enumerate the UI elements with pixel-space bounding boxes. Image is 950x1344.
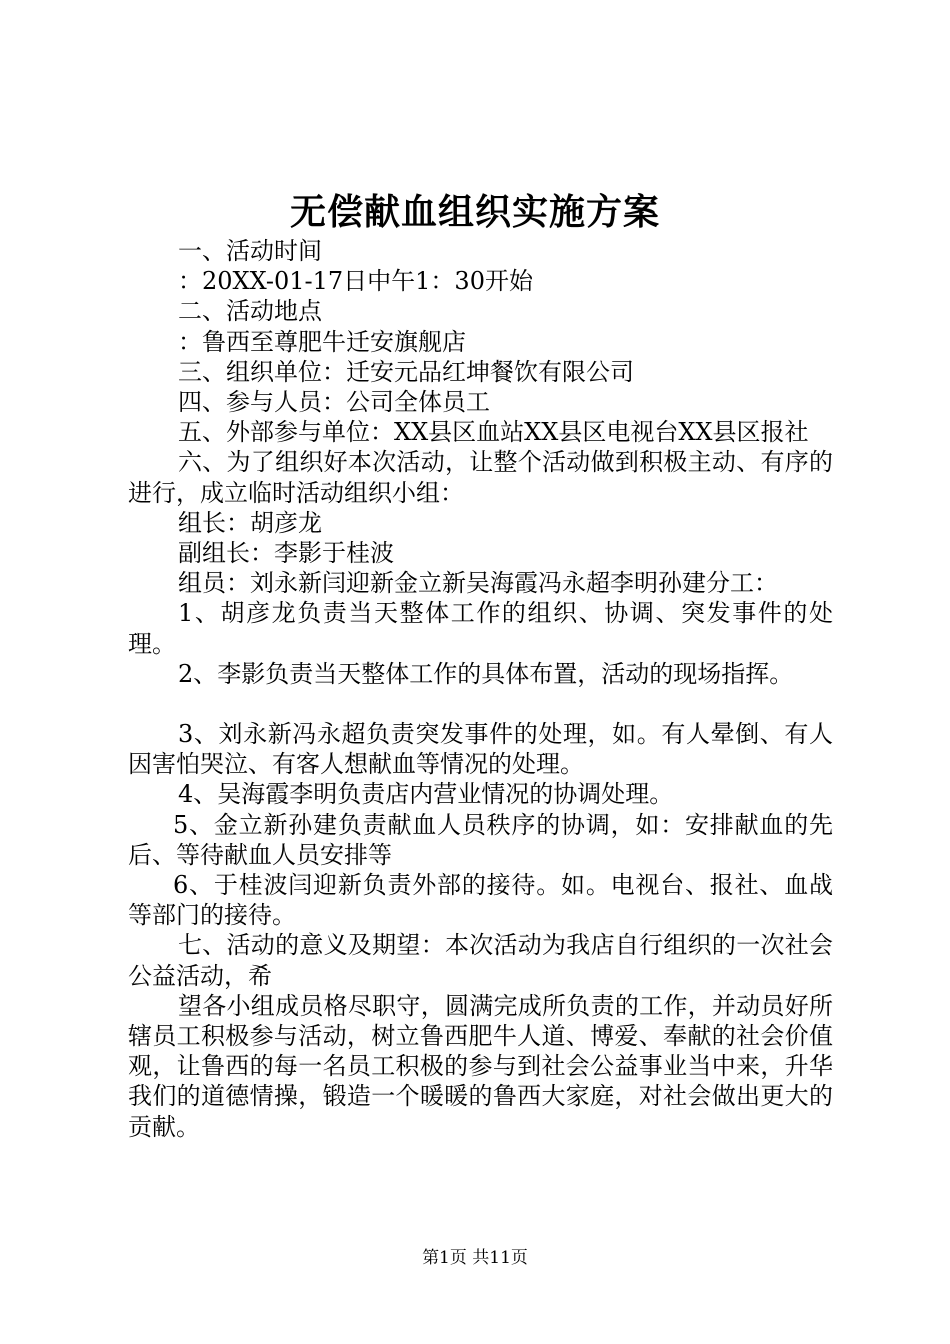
- group-members-line: 组员：刘永新闫迎新金立新吴海霞冯永超李明孙建分工：: [178, 569, 778, 598]
- significance-paragraph: 七、活动的意义及期望：本次活动为我店自行组织的一次社会公益活动，希: [128, 931, 833, 990]
- page-number-footer: 第1页 共11页: [422, 1248, 528, 1268]
- document-body: [128, 236, 833, 1142]
- activity-time-value: ：20XX-01-17日中午1：30开始: [178, 267, 533, 296]
- section-activity-location-heading: 二、活动地点: [178, 297, 322, 326]
- duty-item-2: 2、李影负责当天整体工作的具体布置，活动的现场指挥。: [178, 659, 794, 688]
- deputy-leader-line: 副组长：李影于桂波: [178, 539, 394, 568]
- document-title: 无偿献血组织实施方案: [289, 191, 660, 233]
- duty-item-1: 1、胡彦龙负责当天整体工作的组织、协调、突发事件的处理。: [128, 599, 833, 658]
- duty-item-4: 4、吴海霞李明负责店内营业情况的协调处理。: [178, 780, 674, 809]
- external-units-paragraph: 五、外部参与单位：XX县区血站XX县区电视台XX县区报社: [178, 418, 809, 447]
- activity-location-value: ：鲁西至尊肥牛迁安旗舰店: [178, 327, 466, 356]
- organizer-line: 三、组织单位：迁安元品红坤餐饮有限公司: [178, 357, 634, 386]
- section-activity-time-heading: 一、活动时间: [178, 237, 322, 265]
- duty-item-6: 6、于桂波闫迎新负责外部的接待。如。电视台、报社、血战等部门的接待。: [128, 871, 833, 930]
- duty-item-3: 3、刘永新冯永超负责突发事件的处理，如。有人晕倒、有人因害怕哭泣、有客人想献血等情况的处理。: [128, 720, 833, 779]
- expectation-paragraph: 望各小组成员格尽职守，圆满完成所负责的工作，并动员好所辖员工积极参与活动，树立鲁西肥牛人道、博爱、奉献的社会价值观，让鲁西的每一名员工积极的参与到社会公益事业当中来，升华我们的道德情操，锻造一个暖暖的鲁西大家庭，对社会做出更大的贡献。: [128, 991, 833, 1141]
- group-leader-line: 组长：胡彦龙: [178, 508, 322, 537]
- organizing-group-paragraph: 六、为了组织好本次活动，让整个活动做到积极主动、有序的进行，成立临时活动组织小组：: [128, 448, 833, 507]
- participants-line: 四、参与人员：公司全体员工: [178, 388, 490, 417]
- duty-item-5: 5、金立新孙建负责献血人员秩序的协调，如：安排献血的先后、等待献血人员安排等: [128, 810, 833, 869]
